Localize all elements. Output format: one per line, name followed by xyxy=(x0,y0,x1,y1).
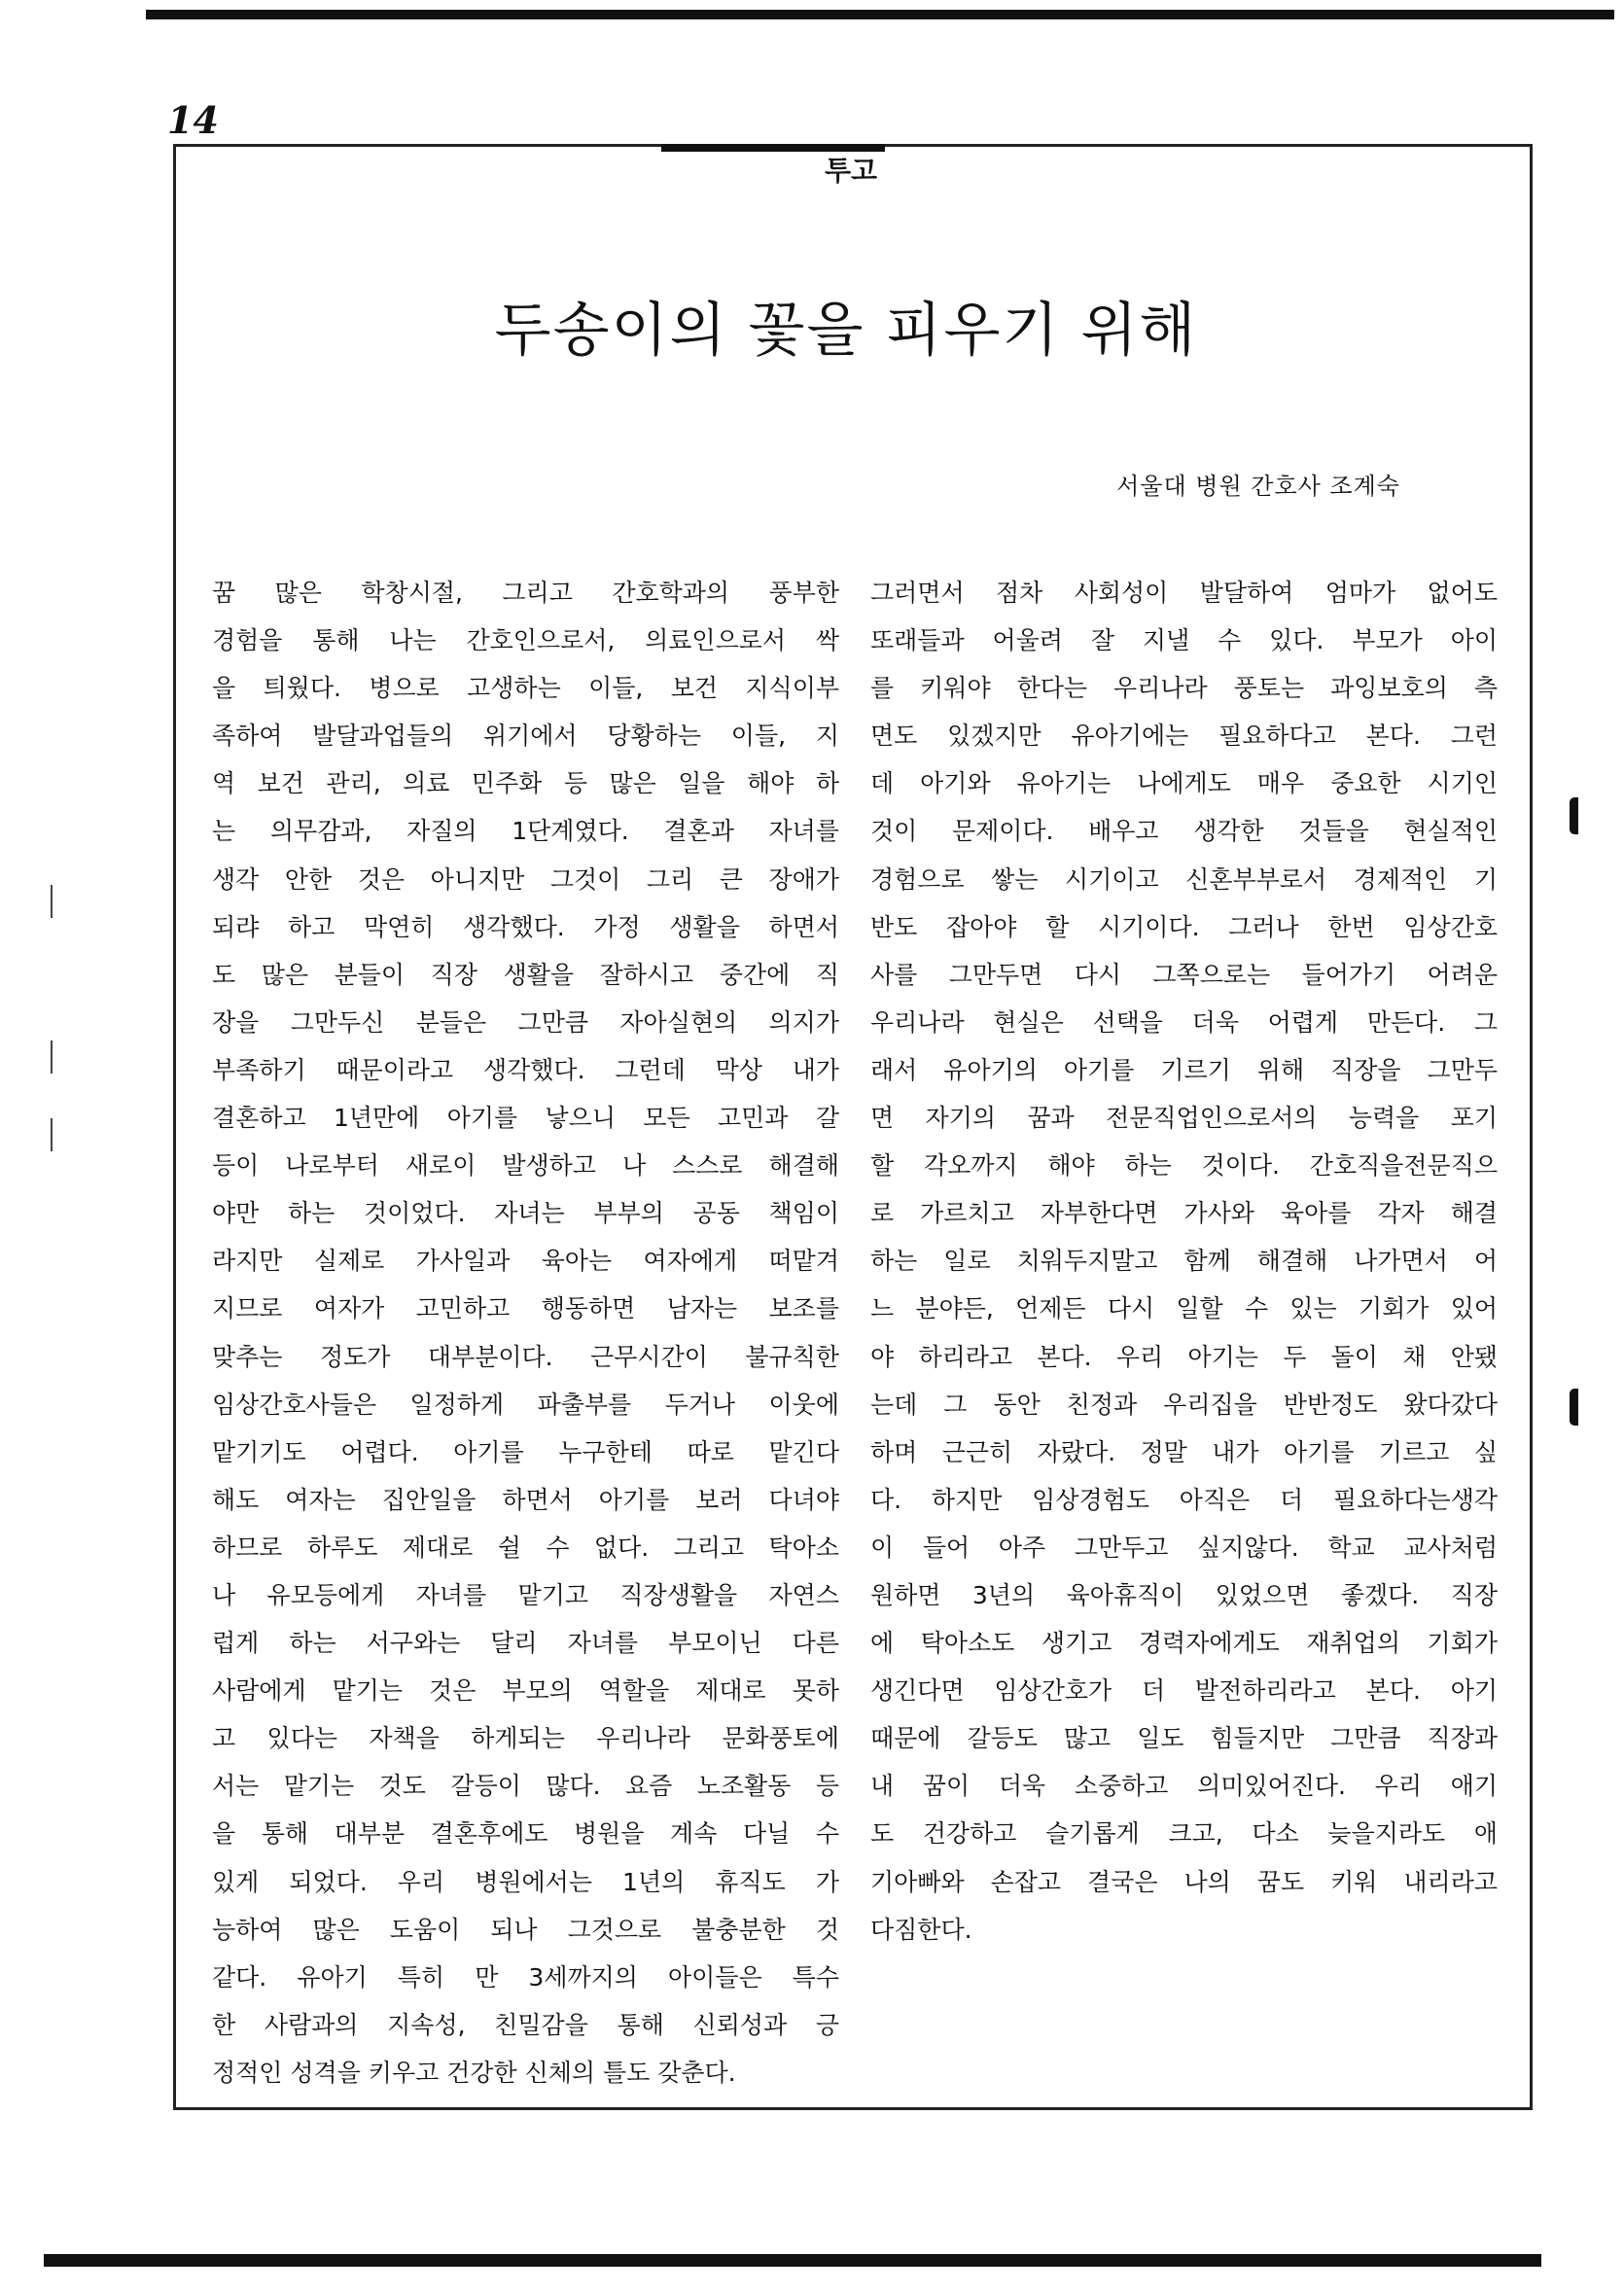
text-line: 를 키워야 한다는 우리나라 풍토는 과잉보호의 측 xyxy=(870,674,1498,703)
bottom-rule xyxy=(44,2254,1541,2267)
text-line: 해도 여자는 집안일을 하면서 아기를 보러 다녀야 xyxy=(212,1485,839,1514)
margin-punch-mark xyxy=(1570,797,1578,834)
text-line: 한 사람과의 지속성, 친밀감을 통해 신뢰성과 긍 xyxy=(212,2010,839,2039)
text-line: 내 꿈이 더욱 소중하고 의미있어진다. 우리 애기 xyxy=(870,1772,1498,1801)
text-line: 면도 있겠지만 유아기에는 필요하다고 본다. 그런 xyxy=(870,722,1498,751)
text-line: 능하여 많은 도움이 되나 그것으로 불충분한 것 xyxy=(212,1915,839,1944)
text-line: 생각 안한 것은 아니지만 그것이 그리 큰 장애가 xyxy=(212,864,839,894)
section-tab-bar xyxy=(661,144,885,152)
article-title: 두송이의 꽃을 피우기 위해 xyxy=(494,297,1198,365)
text-line: 원하면 3년의 육아휴직이 있었으면 좋겠다. 직장 xyxy=(870,1580,1498,1609)
text-line: 되랴 하고 막연히 생각했다. 가정 생활을 하면서 xyxy=(212,912,839,941)
text-line: 다. 하지만 임상경험도 아직은 더 필요하다는생각 xyxy=(870,1485,1498,1514)
text-line: 데 아기와 유아기는 나에게도 매우 중요한 시기인 xyxy=(870,769,1498,798)
text-line: 에 탁아소도 생기고 경력자에게도 재취업의 기회가 xyxy=(870,1629,1498,1658)
text-line: 족하여 발달과업들의 위기에서 당황하는 이들, 지 xyxy=(212,722,839,751)
text-line: 럽게 하는 서구와는 달리 자녀를 부모이닌 다른 xyxy=(212,1629,839,1658)
text-line: 장을 그만두신 분들은 그만큼 자아실현의 의지가 xyxy=(212,1007,839,1037)
text-line: 로 가르치고 자부한다면 가사와 육아를 각자 해결 xyxy=(870,1199,1498,1228)
text-line: 도 많은 분들이 직장 생활을 잘하시고 중간에 직 xyxy=(212,960,839,989)
text-line: 결혼하고 1년만에 아기를 낳으니 모든 고민과 갈 xyxy=(212,1104,839,1133)
text-line: 면 자기의 꿈과 전문직업인으로서의 능력을 포기 xyxy=(870,1104,1498,1133)
text-line: 지므로 여자가 고민하고 행동하면 남자는 보조를 xyxy=(212,1294,839,1323)
scan-artifact-line xyxy=(51,885,53,918)
text-line: 을 틔웠다. 병으로 고생하는 이들, 보건 지식이부 xyxy=(212,674,839,703)
text-line: 꿈 많은 학창시절, 그리고 간호학과의 풍부한 xyxy=(212,579,839,607)
text-line: 하며 근근히 자랐다. 정말 내가 아기를 기르고 싶 xyxy=(870,1437,1498,1466)
text-line: 반도 잡아야 할 시기이다. 그러나 한번 임상간호 xyxy=(870,912,1498,941)
left-text-column xyxy=(212,569,839,2097)
text-line: 임상간호사들은 일정하게 파출부를 두거나 이웃에 xyxy=(212,1390,839,1419)
text-line: 다짐한다. xyxy=(870,1915,972,1944)
text-line: 하는 일로 치워두지말고 함께 해결해 나가면서 어 xyxy=(870,1247,1498,1276)
text-line: 맞추는 정도가 대부분이다. 근무시간이 불규칙한 xyxy=(212,1342,839,1371)
text-line: 하므로 하루도 제대로 쉴 수 없다. 그리고 탁아소 xyxy=(212,1533,839,1562)
text-line: 고 있다는 자책을 하게되는 우리나라 문화풍토에 xyxy=(212,1724,839,1753)
text-line: 생긴다면 임상간호가 더 발전하리라고 본다. 아기 xyxy=(870,1676,1498,1706)
text-line: 부족하기 때문이라고 생각했다. 그런데 막상 내가 xyxy=(212,1055,839,1084)
text-line: 나 유모등에게 자녀를 맡기고 직장생활을 자연스 xyxy=(212,1580,839,1609)
text-line: 도 건강하고 슬기롭게 크고, 다소 늦을지라도 애 xyxy=(870,1819,1498,1849)
text-line: 우리나라 현실은 선택을 더욱 어렵게 만든다. 그 xyxy=(870,1007,1498,1037)
margin-punch-mark xyxy=(1570,1389,1578,1426)
text-line: 기아빠와 손잡고 결국은 나의 꿈도 키워 내리라고 xyxy=(870,1867,1498,1896)
text-line: 경험으로 쌓는 시기이고 신혼부부로서 경제적인 기 xyxy=(870,864,1498,894)
section-label: 투고 xyxy=(824,155,878,187)
text-line: 이 들어 아주 그만두고 싶지않다. 학교 교사처럼 xyxy=(870,1533,1498,1562)
text-line: 야 하리라고 본다. 우리 아기는 두 돌이 채 안됐 xyxy=(870,1342,1498,1371)
text-line: 느 분야든, 언제든 다시 일할 수 있는 기회가 있어 xyxy=(870,1294,1498,1323)
text-line: 라지만 실제로 가사일과 육아는 여자에게 떠맡겨 xyxy=(212,1247,839,1276)
text-line: 경험을 통해 나는 간호인으로서, 의료인으로서 싹 xyxy=(212,626,839,655)
text-line: 역 보건 관리, 의료 민주화 등 많은 일을 해야 하 xyxy=(212,769,839,798)
author-byline: 서울대 병원 간호사 조계숙 xyxy=(1116,473,1400,500)
scan-artifact-line xyxy=(51,1040,53,1074)
text-line: 을 통해 대부분 결혼후에도 병원을 계속 다닐 수 xyxy=(212,1819,839,1849)
text-line: 는데 그 동안 친정과 우리집을 반반정도 왔다갔다 xyxy=(870,1390,1498,1419)
text-line: 맡기기도 어렵다. 아기를 누구한테 따로 맡긴다 xyxy=(212,1437,839,1466)
text-line: 사람에게 맡기는 것은 부모의 역할을 제대로 못하 xyxy=(212,1676,839,1706)
text-line: 할 각오까지 해야 하는 것이다. 간호직을전문직으 xyxy=(870,1151,1498,1181)
text-line: 그러면서 점차 사회성이 발달하여 엄마가 없어도 xyxy=(870,579,1498,607)
text-line: 사를 그만두면 다시 그쪽으로는 들어가기 어려운 xyxy=(870,960,1498,989)
text-line: 는 의무감과, 자질의 1단계였다. 결혼과 자녀를 xyxy=(212,817,839,846)
text-line: 등이 나로부터 새로이 발생하고 나 스스로 해결해 xyxy=(212,1151,839,1181)
top-rule xyxy=(146,10,1614,19)
text-line: 있게 되었다. 우리 병원에서는 1년의 휴직도 가 xyxy=(212,1867,839,1896)
text-line: 정적인 성격을 키우고 건강한 신체의 틀도 갖춘다. xyxy=(212,2058,736,2087)
text-line: 때문에 갈등도 많고 일도 힘들지만 그만큼 직장과 xyxy=(870,1724,1498,1753)
text-line: 것이 문제이다. 배우고 생각한 것들을 현실적인 xyxy=(870,817,1498,846)
right-text-column xyxy=(870,569,1498,1954)
text-line: 또래들과 어울려 잘 지낼 수 있다. 부모가 아이 xyxy=(870,626,1498,655)
page-number: 14 xyxy=(167,98,219,142)
scan-artifact-line xyxy=(51,1118,53,1151)
text-line: 야만 하는 것이었다. 자녀는 부부의 공동 책임이 xyxy=(212,1199,839,1228)
text-line: 래서 유아기의 아기를 기르기 위해 직장을 그만두 xyxy=(870,1055,1498,1084)
text-line: 같다. 유아기 특히 만 3세까지의 아이들은 특수 xyxy=(212,1962,839,1991)
text-line: 서는 맡기는 것도 갈등이 많다. 요즘 노조활동 등 xyxy=(212,1772,839,1801)
